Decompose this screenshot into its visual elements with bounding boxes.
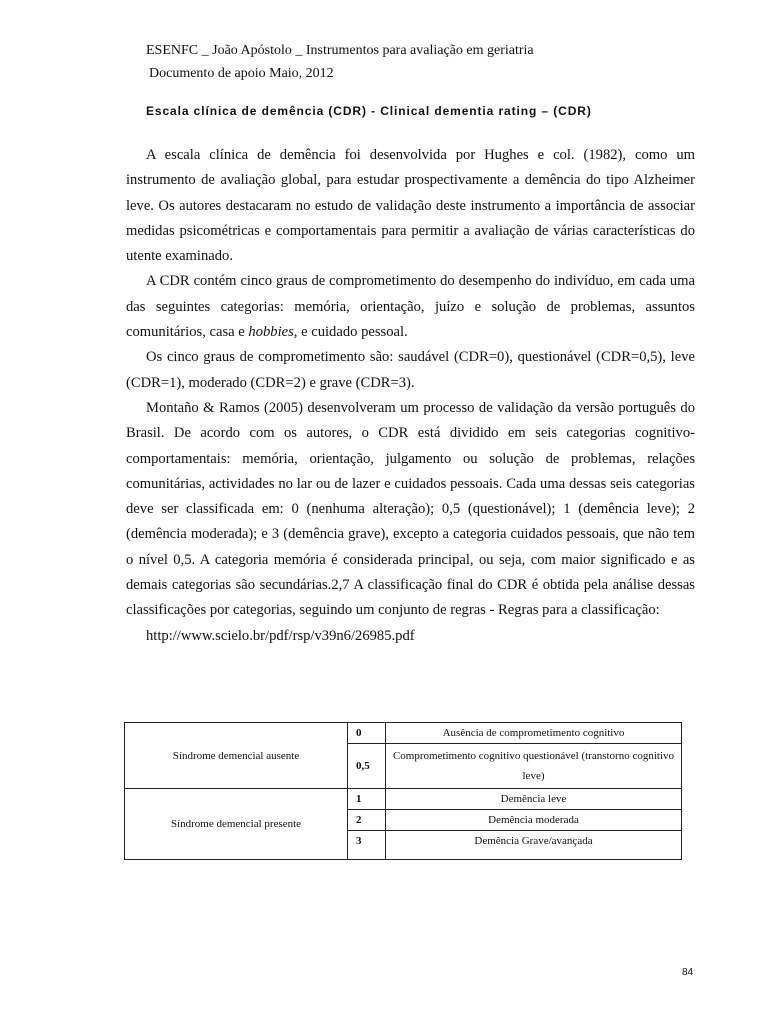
grade-cell: 0,5 bbox=[348, 744, 386, 789]
running-header-subtitle: Documento de apoio Maio, 2012 bbox=[149, 66, 334, 81]
paragraph-cdr-grades-text-end: e cuidado pessoal. bbox=[297, 324, 408, 341]
paragraph-cdr-grades-text-start: A CDR contém cinco graus de comprometimento do desempenho do indivíduo, em cada uma das seguintes categorias: memória, orientação, juízo e solução de problemas, assuntos comunitários, casa e bbox=[126, 273, 695, 341]
grade-cell: 3 bbox=[348, 831, 386, 860]
page-number: 84 bbox=[682, 967, 694, 978]
running-header-title: ESENFC _ João Apóstolo _ Instrumentos para avaliação em geriatria bbox=[146, 43, 534, 58]
description-cell: Comprometimento cognitivo questionável (transtorno cognitivo leve) bbox=[386, 744, 682, 789]
cdr-classification-table bbox=[124, 722, 682, 860]
paragraph-cdr-grades-italic: hobbies, bbox=[248, 324, 298, 341]
section-title: Escala clínica de demência (CDR) - Clinical dementia rating – (CDR) bbox=[146, 104, 592, 118]
table-row bbox=[125, 723, 682, 744]
grade-cell: 0 bbox=[348, 723, 386, 744]
group-label-present: Síndrome demencial presente bbox=[125, 789, 348, 860]
description-cell: Demência moderada bbox=[386, 810, 682, 831]
paragraph-cdr-grades bbox=[126, 269, 695, 345]
reference-url: http://www.scielo.br/pdf/rsp/v39n6/26985.pdf bbox=[146, 627, 415, 644]
paragraph-intro: A escala clínica de demência foi desenvolvida por Hughes e col. (1982), como um instrumento de avaliação global, para estudar prospectivamente a demência do tipo Alzheimer leve. Os autores destacaram no estudo de validação deste instrumento a importância de associar medidas psicométricas e comportamentais para permitir a avaliação de várias características do utente examinado. bbox=[126, 147, 695, 265]
grade-cell: 1 bbox=[348, 789, 386, 810]
description-cell: Demência leve bbox=[386, 789, 682, 810]
group-label-absent: Síndrome demencial ausente bbox=[125, 723, 348, 789]
paragraph-grade-values: Os cinco graus de comprometimento são: saudável (CDR=0), questionável (CDR=0,5), leve (CDR=1), moderado (CDR=2) e grave (CDR=3). bbox=[126, 349, 695, 391]
table-row bbox=[125, 789, 682, 810]
paragraph-validation: Montaño & Ramos (2005) desenvolveram um processo de validação da versão português do Brasil. De acordo com os autores, o CDR está dividido em seis categorias cognitivo-comportamentais: memória, orientação, julgamento ou solução de problemas, relações comunitárias, actividades no lar ou de lazer e cuidados pessoais. Cada uma dessas seis categorias deve ser classificada em: 0 (nenhuma alteração); 0,5 (questionável); 1 (demência leve); 2 (demência moderada); e 3 (demência grave), excepto a categoria cuidados pessoais, que não tem o nível 0,5. A categoria memória é considerada principal, ou seja, com maior significado e as demais categorias são secundárias.2,7 A classificação final do CDR é obtida pela análise dessas classificações por categorias, seguindo um conjunto de regras - Regras para a classificação: bbox=[126, 399, 695, 619]
description-cell: Ausência de comprometimento cognitivo bbox=[386, 723, 682, 744]
grade-cell: 2 bbox=[348, 810, 386, 831]
body-text bbox=[126, 143, 695, 649]
description-cell: Demência Grave/avançada bbox=[386, 831, 682, 860]
